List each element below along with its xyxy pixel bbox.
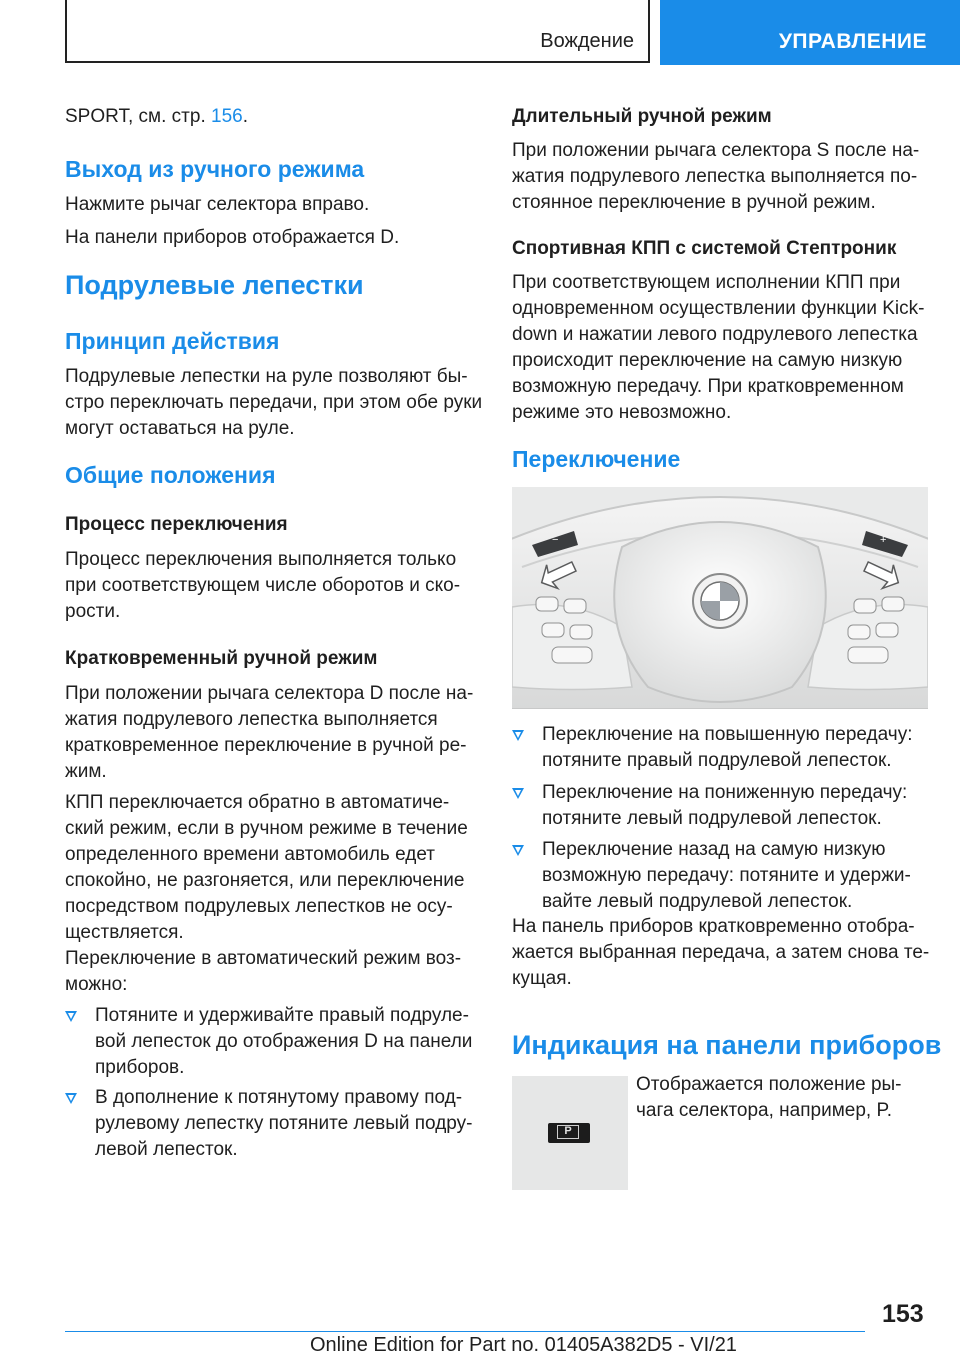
long-manual-text: При положении рычага селектора S после на-жатия подрулевого лепестка выполняется по-стоянное переключение в ручной режим. xyxy=(512,140,920,213)
list-item-text: В дополнение к потянутому правому под-рулевому лепестку потяните левый подру-левой лепесток. xyxy=(95,1087,473,1160)
exit-text-1: Нажмите рычаг селектора вправо. xyxy=(65,194,370,215)
switch-auto-text: Переключение в автоматический режим воз-можно: xyxy=(65,948,462,995)
header-section-tab xyxy=(65,0,650,63)
header-chapter-tab xyxy=(660,0,960,65)
process-heading: Процесс переключения xyxy=(65,514,288,535)
page-reference-link[interactable]: 156 xyxy=(211,106,243,127)
long-manual-heading: Длительный ручной режим xyxy=(512,106,772,127)
footer-divider xyxy=(65,1331,865,1332)
list-item-text: Потяните и удерживайте правый подруле-вой лепесток до отображения D на панели приборов. xyxy=(95,1005,473,1078)
display-text: Отображается положение ры-чага селектора, например, P. xyxy=(636,1074,902,1121)
short-manual-heading: Кратковременный ручной режим xyxy=(65,648,378,669)
principle-heading: Принцип действия xyxy=(65,328,280,354)
header-chapter-label: УПРАВЛЕНИЕ xyxy=(778,30,927,53)
page-number: 153 xyxy=(882,1300,924,1328)
sport-gearbox-text: При соответствующем исполнении КПП при одновременном осуществлении функции Kick-down и нажатии левого подрулевого лепестка происходит переключение на самую низкую возможную передачу. При кратковременном режиме это невозможно. xyxy=(512,272,925,423)
process-text: Процесс переключения выполняется только при соответствующем числе оборотов и ско-рости. xyxy=(65,549,461,622)
gear-p-letter: P xyxy=(557,1125,579,1139)
footer-edition: Online Edition for Part no. 01405A382D5 - VI/21 xyxy=(310,1334,737,1356)
list-item-text: Переключение на пониженную передачу: потяните левый подрулевой лепесток. xyxy=(542,782,908,829)
paddle-plus-mark: + xyxy=(880,534,887,546)
intro-text: SPORT, см. стр. xyxy=(65,106,212,127)
intro-paragraph xyxy=(65,104,485,130)
steering-wheel-illustration xyxy=(512,487,928,709)
short-manual-text: При положении рычага селектора D после на-жатия подрулевого лепестка выполняется кратковременное переключение в ручной ре-жим. xyxy=(65,683,474,782)
sport-gearbox-heading: Спортивная КПП с системой Стептроник xyxy=(512,238,897,259)
exit-manual-heading: Выход из ручного режима xyxy=(65,156,365,182)
list-item-text: Переключение назад на самую низкую возможную передачу: потяните и удержи-вайте левый подрулевой лепесток. xyxy=(542,839,911,912)
steering-wheel-drawing xyxy=(512,487,928,709)
shifting-heading: Переключение xyxy=(512,446,681,472)
bullet-triangle-icon xyxy=(512,788,524,799)
list-item-text: Переключение на повышенную передачу: потяните правый подрулевой лепесток. xyxy=(542,724,913,771)
paddles-heading: Подрулевые лепестки xyxy=(65,270,364,300)
bullet-triangle-icon xyxy=(65,1093,77,1104)
display-heading: Индикация на панели приборов xyxy=(512,1030,942,1060)
gear-p-badge xyxy=(548,1123,590,1143)
auto-return-text: КПП переключается обратно в автоматиче-ский режим, если в ручном режиме в течение определенного времени автомобиль едет спокойно, не разгоняется, или переключение посредством подрулевых лепестков не осу-ществляется. xyxy=(65,792,468,943)
paddle-minus-mark: − xyxy=(552,534,559,546)
exit-text-2: На панели приборов отображается D. xyxy=(65,227,400,248)
header-section-label: Вождение xyxy=(540,30,634,52)
cluster-info-text: На панель приборов кратковременно отобра-жается выбранная передача, а затем снова те-кущая. xyxy=(512,916,930,989)
general-heading: Общие положения xyxy=(65,462,276,488)
bullet-triangle-icon xyxy=(512,730,524,741)
principle-text: Подрулевые лепестки на руле позволяют бы-стро переключать передачи, при этом обе руки могут оставаться на руле. xyxy=(65,366,483,439)
cluster-p-indicator-illustration xyxy=(512,1076,628,1190)
intro-end: . xyxy=(242,106,248,127)
bullet-triangle-icon xyxy=(512,845,524,856)
bullet-triangle-icon xyxy=(65,1011,77,1022)
